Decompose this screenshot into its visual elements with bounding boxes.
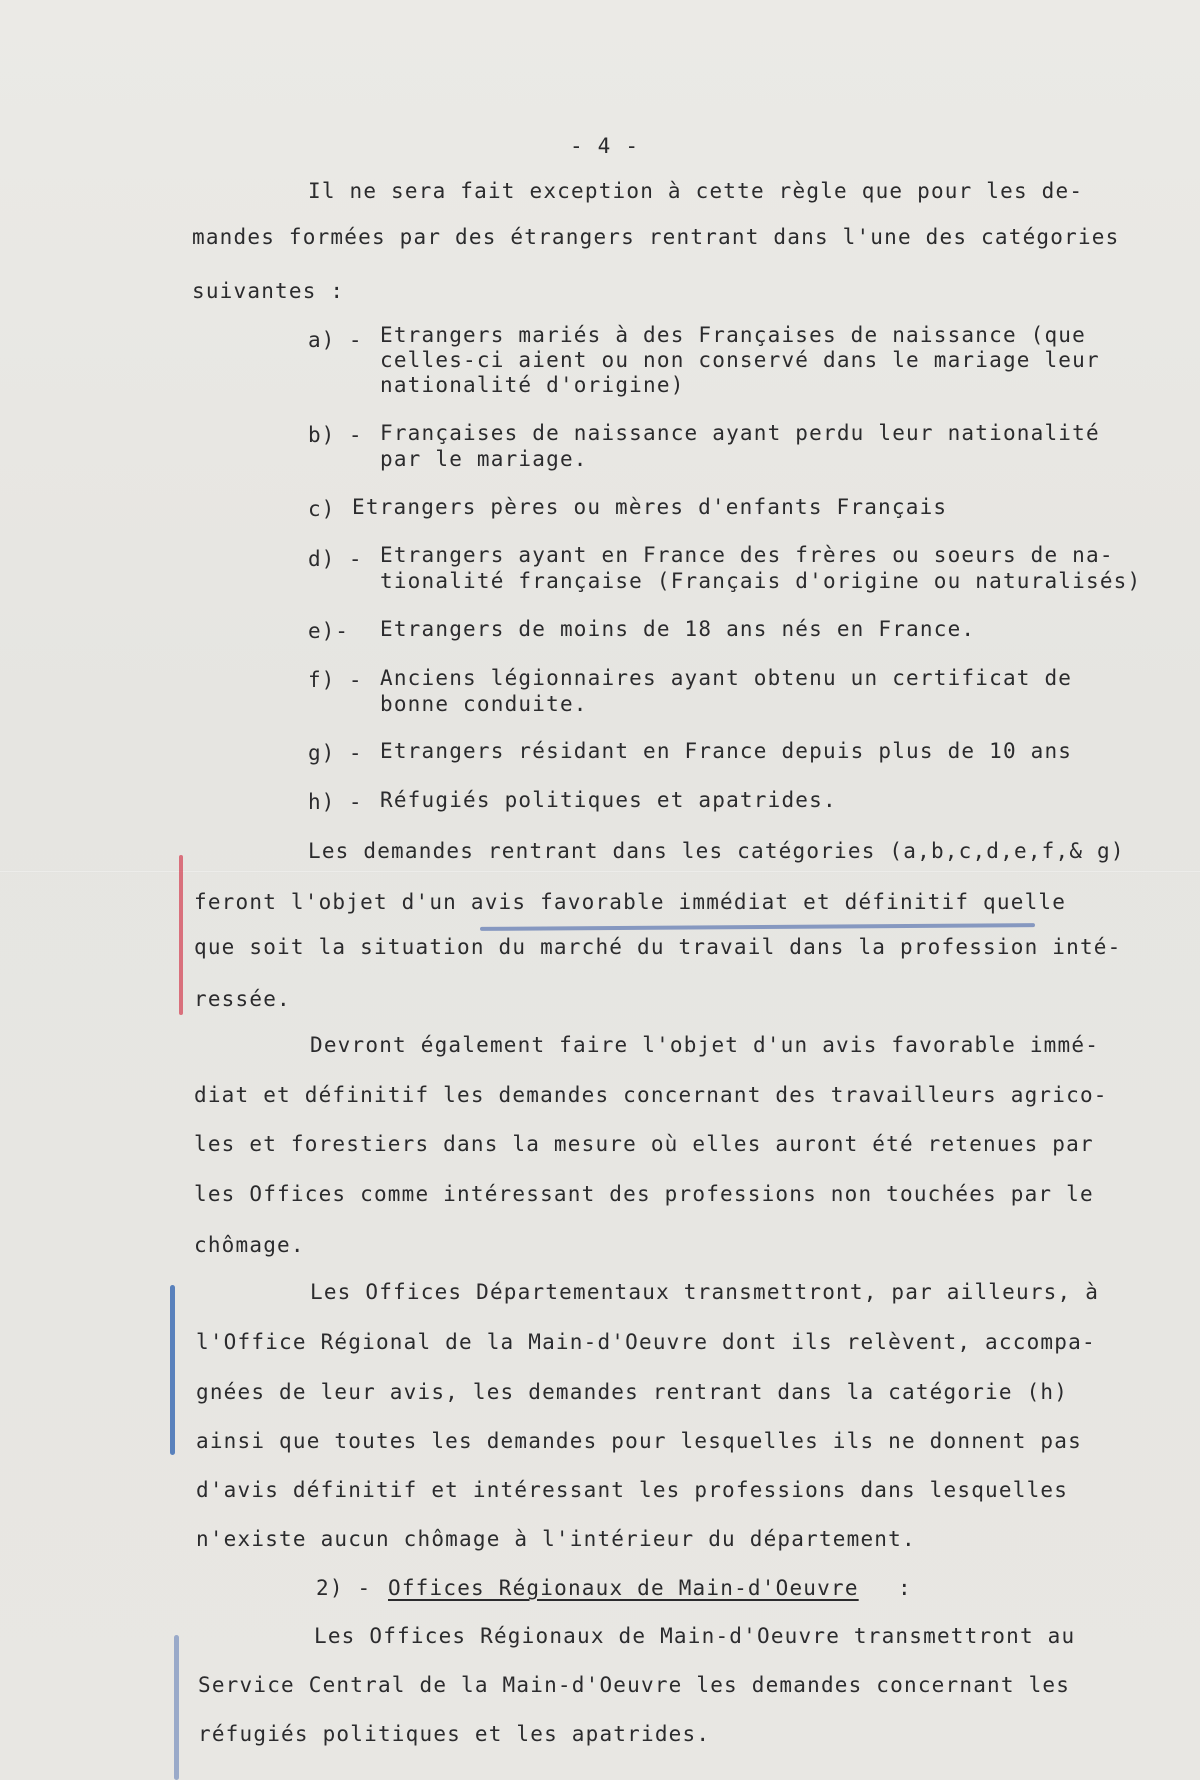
para1-line: suivantes : bbox=[192, 279, 345, 303]
category-line: Etrangers mariés à des Françaises de naissance (que bbox=[380, 323, 1086, 347]
para4-line: Les Offices Départementaux transmettront, par ailleurs, à bbox=[310, 1280, 1100, 1304]
category-label: f) - bbox=[308, 668, 363, 692]
para1-line: Il ne sera fait exception à cette règle que pour les de- bbox=[308, 179, 1084, 203]
category-label: h) - bbox=[308, 790, 363, 814]
para3-line: diat et définitif les demandes concernant des travailleurs agrico- bbox=[194, 1083, 1108, 1107]
para4-line: ainsi que toutes les demandes pour lesquelles ils ne donnent pas bbox=[196, 1429, 1082, 1453]
section2-number: 2) - bbox=[316, 1576, 372, 1600]
page-number: - 4 - bbox=[570, 134, 640, 158]
para4-line: d'avis définitif et intéressant les professions dans lesquelles bbox=[196, 1478, 1069, 1502]
category-line: Réfugiés politiques et apatrides. bbox=[380, 788, 837, 812]
category-line: par le mariage. bbox=[380, 447, 588, 471]
blue-pencil-margin-mark bbox=[170, 1285, 175, 1455]
category-line: nationalité d'origine) bbox=[380, 373, 685, 397]
para3-line: chômage. bbox=[194, 1233, 305, 1257]
para3-line: les Offices comme intéressant des professions non touchées par le bbox=[194, 1182, 1094, 1206]
section2-colon: : bbox=[898, 1576, 912, 1600]
para4-line: n'existe aucun chômage à l'intérieur du département. bbox=[196, 1527, 916, 1551]
para2-line: ressée. bbox=[194, 987, 291, 1011]
category-line: Etrangers de moins de 18 ans nés en France. bbox=[380, 617, 976, 641]
category-line: Anciens légionnaires ayant obtenu un certificat de bbox=[380, 666, 1073, 690]
blue-pencil-underline bbox=[480, 923, 1035, 931]
category-line: celles-ci aient ou non conservé dans le mariage leur bbox=[380, 348, 1100, 372]
category-line: Etrangers résidant en France depuis plus de 10 ans bbox=[380, 739, 1073, 763]
category-line: bonne conduite. bbox=[380, 692, 588, 716]
para2-line: Les demandes rentrant dans les catégories (a,b,c,d,e,f,& g) bbox=[308, 839, 1125, 863]
para1-line: mandes formées par des étrangers rentrant dans l'une des catégories bbox=[192, 225, 1120, 249]
category-line: Françaises de naissance ayant perdu leur nationalité bbox=[380, 421, 1100, 445]
category-label: e)- bbox=[308, 619, 349, 643]
category-line: Etrangers pères ou mères d'enfants Français bbox=[352, 495, 948, 519]
para4-line: l'Office Régional de la Main-d'Oeuvre dont ils relèvent, accompa- bbox=[196, 1330, 1096, 1354]
category-label: c) bbox=[308, 497, 336, 521]
para2-line: feront l'objet d'un avis favorable immédiat et définitif quelle bbox=[194, 890, 1067, 914]
category-line: Etrangers ayant en France des frères ou soeurs de na- bbox=[380, 543, 1114, 567]
red-pencil-margin-mark bbox=[179, 855, 183, 1015]
para5-line: Les Offices Régionaux de Main-d'Oeuvre transmettront au bbox=[314, 1624, 1076, 1648]
category-label: g) - bbox=[308, 741, 363, 765]
para3-line: Devront également faire l'objet d'un avis favorable immé- bbox=[310, 1033, 1100, 1057]
category-label: d) - bbox=[308, 547, 363, 571]
para3-line: les et forestiers dans la mesure où elles auront été retenues par bbox=[194, 1132, 1094, 1156]
para4-line: gnées de leur avis, les demandes rentrant dans la catégorie (h) bbox=[196, 1380, 1069, 1404]
para5-line: réfugiés politiques et les apatrides. bbox=[198, 1722, 711, 1746]
section2-title: Offices Régionaux de Main-d'Oeuvre bbox=[388, 1576, 859, 1600]
para2-line: que soit la situation du marché du travail dans la profession inté- bbox=[194, 935, 1122, 959]
category-label: b) - bbox=[308, 423, 363, 447]
blue-pencil-margin-mark-lower bbox=[174, 1635, 179, 1780]
category-line: tionalité française (Français d'origine ou naturalisés) bbox=[380, 569, 1142, 593]
category-label: a) - bbox=[308, 328, 363, 352]
para5-line: Service Central de la Main-d'Oeuvre les demandes concernant les bbox=[198, 1673, 1071, 1697]
